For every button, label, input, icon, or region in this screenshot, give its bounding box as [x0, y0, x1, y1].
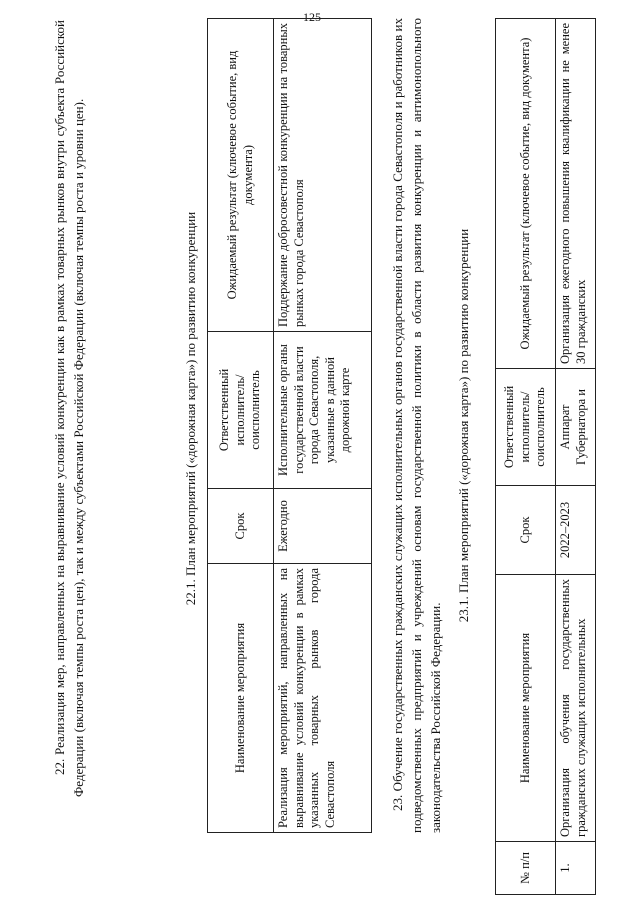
- section-23-plan-table: [495, 18, 596, 895]
- col-header-name: Наименование мероприятия: [208, 564, 274, 833]
- section-22-plan-caption: 22.1. План мероприятий («дорожная карта») по развитию конкуренции: [183, 211, 198, 606]
- col-header-result: Ожидаемый результат (ключевое событие, вид документа): [496, 19, 556, 369]
- cell-term: 2022–2023: [556, 486, 596, 575]
- cell-executor: Исполнительные органы государственной власти города Севастополя, указанные в данной дорожной карте: [274, 332, 372, 489]
- col-header-name: Наименование мероприятия: [496, 575, 556, 842]
- col-header-term: Срок: [496, 486, 556, 575]
- cell-activity: Реализация мероприятий, направленных на выравнивание условий конкуренции в рамках указанных товарных рынков города Севастополя: [274, 564, 372, 833]
- page-number: 125: [303, 10, 321, 24]
- section-23-plan-caption: 23.1. План мероприятий («дорожная карта») по развитию конкуренции: [456, 228, 471, 623]
- col-header-term: Срок: [208, 489, 274, 564]
- cell-term: Ежегодно: [274, 489, 372, 564]
- section-22-plan-table: [207, 18, 372, 833]
- col-header-number: № п/п: [496, 842, 556, 895]
- cell-result: Поддержание добросовестной конкуренции на товарных рынках города Севастополя: [274, 19, 372, 332]
- table-row: [274, 19, 372, 833]
- col-header-executor: Ответственный исполнитель/ соисполнитель: [496, 369, 556, 486]
- cell-result: Организация ежегодного повышения квалификации не менее 30 гражданских: [556, 19, 596, 369]
- section-22-title: 22. Реализация мер, направленных на выравнивание условий конкуренции как в рамках товарных рынков внутри субъекта Российской Федерации (включая темпы роста цен), так и между субъектами Российской Федерации (включая темпы роста и уровни цен).: [52, 20, 86, 797]
- table-header-row: [208, 19, 274, 833]
- table-header-row: [496, 19, 556, 895]
- cell-number: 1.: [556, 842, 596, 895]
- section-23-title: 23. Обучение государственных гражданских служащих исполнительных органов государственной власти города Севастополя и работников их подведомственных предприятий и учреждений основам государственной политики в области развития конкуренции и антимонопольного законодательства Российской Федерации.: [390, 18, 443, 833]
- col-header-result: Ожидаемый результат (ключевое событие, вид документа): [208, 19, 274, 332]
- cell-activity: Организация обучения государственных гражданских служащих исполнительных: [556, 575, 596, 842]
- table-row: [556, 19, 596, 895]
- col-header-executor: Ответственный исполнитель/ соисполнитель: [208, 332, 274, 489]
- cell-executor: Аппарат Губернатора и: [556, 369, 596, 486]
